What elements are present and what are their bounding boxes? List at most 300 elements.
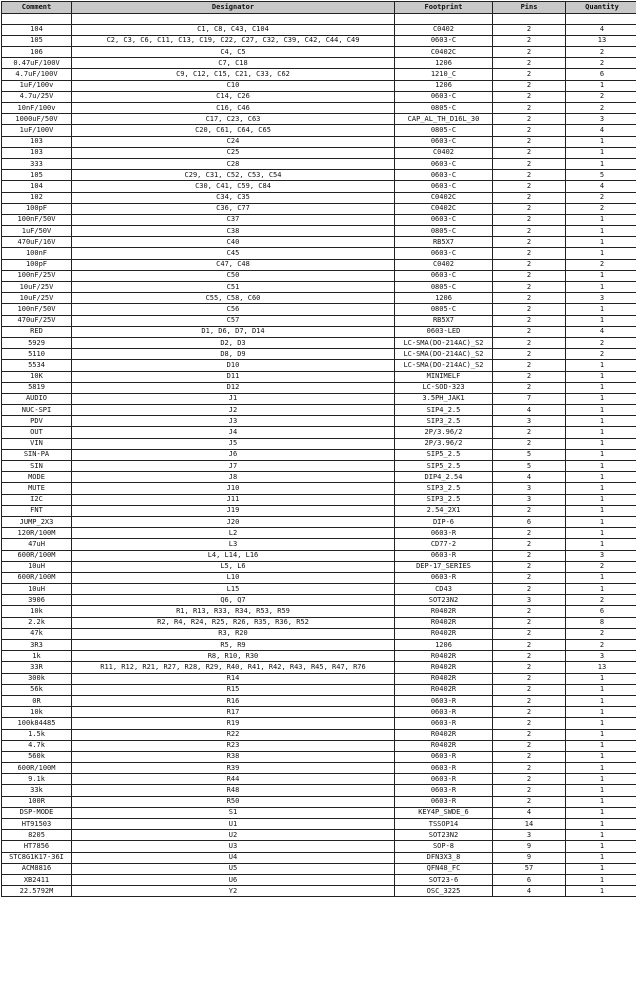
- cell-pins: 6: [493, 874, 566, 885]
- cell-footprint: 0603-C: [395, 214, 493, 225]
- cell-pins: 6: [493, 516, 566, 527]
- cell-pins: 2: [493, 729, 566, 740]
- cell-quantity: 1: [566, 483, 636, 494]
- table-row: [2, 606, 636, 617]
- col-header-comment: Comment: [2, 2, 72, 14]
- cell-designator: C7, C18: [72, 58, 395, 69]
- cell-footprint: C0402C: [395, 192, 493, 203]
- table-row: [2, 461, 636, 472]
- cell-designator: D12: [72, 382, 395, 393]
- cell-quantity: 1: [566, 237, 636, 248]
- cell-quantity: 1: [566, 528, 636, 539]
- cell-quantity: 1: [566, 472, 636, 483]
- cell-footprint: DEP-17_SERIES: [395, 561, 493, 572]
- cell-designator: R3, R20: [72, 628, 395, 639]
- cell-quantity: 4: [566, 125, 636, 136]
- cell-designator: R11, R12, R21, R27, R28, R29, R40, R41, R42, R43, R45, R47, R76: [72, 662, 395, 673]
- cell-quantity: 1: [566, 841, 636, 852]
- table-row: [2, 572, 636, 583]
- table-row: [2, 438, 636, 449]
- cell-designator: J6: [72, 449, 395, 460]
- cell-footprint: SIP5_2.5: [395, 461, 493, 472]
- cell-quantity: 1: [566, 673, 636, 684]
- cell-designator: R44: [72, 774, 395, 785]
- cell-designator: C30, C41, C59, C84: [72, 181, 395, 192]
- cell-pins: 4: [493, 472, 566, 483]
- cell-footprint: 0805-C: [395, 226, 493, 237]
- cell-designator: J19: [72, 505, 395, 516]
- table-row: [2, 192, 636, 203]
- cell-pins: 2: [493, 584, 566, 595]
- cell-pins: 2: [493, 326, 566, 337]
- cell-comment: SIN-PA: [2, 449, 72, 460]
- cell-footprint: SIP3_2.5: [395, 416, 493, 427]
- cell-footprint: 0603-R: [395, 572, 493, 583]
- cell-pins: 2: [493, 628, 566, 639]
- cell-designator: R48: [72, 785, 395, 796]
- cell-designator: C29, C31, C52, C53, C54: [72, 170, 395, 181]
- cell-designator: C47, C48: [72, 259, 395, 270]
- cell-comment: 3R3: [2, 640, 72, 651]
- cell-quantity: 2: [566, 259, 636, 270]
- cell-footprint: 0603-R: [395, 763, 493, 774]
- cell-comment: 100nF/50V: [2, 304, 72, 315]
- cell-quantity: 1: [566, 539, 636, 550]
- cell-comment: 9.1k: [2, 774, 72, 785]
- cell-footprint: 0805-C: [395, 304, 493, 315]
- cell-designator: C37: [72, 214, 395, 225]
- table-row: [2, 13, 636, 24]
- cell-footprint: C0402C: [395, 203, 493, 214]
- cell-comment: 100nF/50V: [2, 214, 72, 225]
- cell-quantity: 1: [566, 393, 636, 404]
- cell-quantity: 1: [566, 315, 636, 326]
- table-row: [2, 237, 636, 248]
- cell-footprint: R0402R: [395, 606, 493, 617]
- cell-pins: 2: [493, 684, 566, 695]
- cell-pins: 2: [493, 427, 566, 438]
- cell-pins: 2: [493, 505, 566, 516]
- table-row: [2, 214, 636, 225]
- cell-comment: DSP-MODE: [2, 807, 72, 818]
- cell-pins: 2: [493, 304, 566, 315]
- cell-comment: [2, 13, 72, 24]
- cell-comment: AUDIO: [2, 393, 72, 404]
- cell-footprint: R0402R: [395, 617, 493, 628]
- cell-pins: 3: [493, 494, 566, 505]
- cell-designator: C14, C26: [72, 91, 395, 102]
- cell-designator: U4: [72, 852, 395, 863]
- cell-footprint: DIP4_2.54: [395, 472, 493, 483]
- cell-footprint: 0603-C: [395, 170, 493, 181]
- table-row: [2, 628, 636, 639]
- table-row: [2, 774, 636, 785]
- cell-pins: 5: [493, 449, 566, 460]
- cell-quantity: 4: [566, 24, 636, 35]
- cell-footprint: DFN3X3_8: [395, 852, 493, 863]
- cell-pins: 2: [493, 282, 566, 293]
- cell-pins: 2: [493, 24, 566, 35]
- cell-comment: 4.7uF/100V: [2, 69, 72, 80]
- cell-designator: J10: [72, 483, 395, 494]
- cell-designator: J8: [72, 472, 395, 483]
- cell-footprint: RB5X7: [395, 237, 493, 248]
- cell-quantity: 2: [566, 192, 636, 203]
- cell-pins: 4: [493, 405, 566, 416]
- cell-comment: 5819: [2, 382, 72, 393]
- cell-pins: 2: [493, 539, 566, 550]
- cell-quantity: 1: [566, 405, 636, 416]
- cell-comment: JUMP_2X3: [2, 516, 72, 527]
- cell-footprint: 0603-R: [395, 785, 493, 796]
- cell-quantity: 1: [566, 505, 636, 516]
- cell-comment: 0R: [2, 695, 72, 706]
- table-row: [2, 830, 636, 841]
- cell-comment: STC8G1K17-36I: [2, 852, 72, 863]
- cell-quantity: 1: [566, 584, 636, 595]
- cell-comment: OUT: [2, 427, 72, 438]
- cell-comment: 56k: [2, 684, 72, 695]
- cell-footprint: R0402R: [395, 740, 493, 751]
- cell-pins: 2: [493, 248, 566, 259]
- table-row: [2, 427, 636, 438]
- cell-pins: 4: [493, 886, 566, 897]
- cell-designator: C40: [72, 237, 395, 248]
- cell-footprint: 2P/3.96/2: [395, 427, 493, 438]
- cell-designator: Q6, Q7: [72, 595, 395, 606]
- cell-comment: I2C: [2, 494, 72, 505]
- table-row: [2, 315, 636, 326]
- table-row: [2, 673, 636, 684]
- cell-footprint: 0603-C: [395, 270, 493, 281]
- cell-footprint: 1206: [395, 293, 493, 304]
- cell-designator: R8, R10, R30: [72, 651, 395, 662]
- table-row: [2, 326, 636, 337]
- cell-designator: C55, C58, C60: [72, 293, 395, 304]
- cell-pins: 57: [493, 863, 566, 874]
- cell-footprint: R0402R: [395, 673, 493, 684]
- cell-designator: J3: [72, 416, 395, 427]
- cell-comment: 470uF/25V: [2, 315, 72, 326]
- cell-quantity: 1: [566, 449, 636, 460]
- cell-pins: 14: [493, 819, 566, 830]
- cell-pins: 9: [493, 841, 566, 852]
- cell-quantity: 2: [566, 58, 636, 69]
- cell-quantity: 1: [566, 740, 636, 751]
- table-row: [2, 584, 636, 595]
- cell-quantity: 1: [566, 147, 636, 158]
- cell-pins: 2: [493, 774, 566, 785]
- cell-designator: U1: [72, 819, 395, 830]
- cell-comment: ACM8816: [2, 863, 72, 874]
- table-row: [2, 617, 636, 628]
- cell-comment: FNT: [2, 505, 72, 516]
- cell-quantity: 6: [566, 606, 636, 617]
- cell-footprint: SOT23N2: [395, 595, 493, 606]
- cell-pins: 2: [493, 528, 566, 539]
- cell-pins: 2: [493, 91, 566, 102]
- table-row: [2, 528, 636, 539]
- cell-footprint: RB5X7: [395, 315, 493, 326]
- cell-pins: 3: [493, 416, 566, 427]
- table-row: [2, 651, 636, 662]
- table-row: [2, 114, 636, 125]
- cell-pins: 2: [493, 617, 566, 628]
- table-row: [2, 349, 636, 360]
- cell-comment: 10uF/25V: [2, 293, 72, 304]
- cell-comment: 102: [2, 192, 72, 203]
- cell-pins: 2: [493, 382, 566, 393]
- cell-designator: R1, R13, R33, R34, R53, R59: [72, 606, 395, 617]
- cell-comment: 2.2k: [2, 617, 72, 628]
- cell-pins: 2: [493, 337, 566, 348]
- cell-quantity: 1: [566, 729, 636, 740]
- cell-quantity: 3: [566, 550, 636, 561]
- cell-pins: 2: [493, 651, 566, 662]
- table-row: [2, 874, 636, 885]
- cell-footprint: 1206: [395, 58, 493, 69]
- table-row: [2, 170, 636, 181]
- table-row: [2, 136, 636, 147]
- cell-quantity: 1: [566, 416, 636, 427]
- cell-designator: L15: [72, 584, 395, 595]
- table-row: [2, 382, 636, 393]
- cell-comment: 560k: [2, 751, 72, 762]
- cell-pins: 2: [493, 785, 566, 796]
- cell-footprint: SIP4_2.5: [395, 405, 493, 416]
- cell-quantity: 1: [566, 807, 636, 818]
- cell-quantity: 1: [566, 270, 636, 281]
- cell-pins: 2: [493, 47, 566, 58]
- cell-comment: 1uF/100V: [2, 125, 72, 136]
- table-row: [2, 550, 636, 561]
- cell-footprint: 2.54_2X1: [395, 505, 493, 516]
- cell-quantity: 13: [566, 662, 636, 673]
- cell-designator: L4, L14, L16: [72, 550, 395, 561]
- cell-designator: R22: [72, 729, 395, 740]
- table-row: [2, 561, 636, 572]
- cell-pins: 2: [493, 606, 566, 617]
- table-row: [2, 282, 636, 293]
- cell-footprint: 0603-C: [395, 181, 493, 192]
- cell-designator: C24: [72, 136, 395, 147]
- cell-quantity: 13: [566, 35, 636, 46]
- cell-comment: 5929: [2, 337, 72, 348]
- cell-footprint: 0603-LED: [395, 326, 493, 337]
- cell-footprint: LC-SMA(DO-214AC)_S2: [395, 337, 493, 348]
- cell-designator: L2: [72, 528, 395, 539]
- cell-quantity: 1: [566, 214, 636, 225]
- cell-footprint: 0805-C: [395, 103, 493, 114]
- cell-comment: 600R/100M: [2, 550, 72, 561]
- table-row: [2, 393, 636, 404]
- table-row: [2, 505, 636, 516]
- cell-footprint: TSSOP14: [395, 819, 493, 830]
- table-row: [2, 293, 636, 304]
- cell-comment: 120R/100M: [2, 528, 72, 539]
- cell-quantity: 1: [566, 774, 636, 785]
- cell-footprint: SIP3_2.5: [395, 483, 493, 494]
- bom-table: [1, 1, 636, 897]
- col-header-quantity: Quantity: [566, 2, 636, 14]
- cell-designator: C1, C8, C43, C104: [72, 24, 395, 35]
- cell-footprint: 0603-C: [395, 248, 493, 259]
- cell-pins: 2: [493, 214, 566, 225]
- cell-pins: 2: [493, 293, 566, 304]
- cell-footprint: 0603-R: [395, 695, 493, 706]
- cell-designator: R38: [72, 751, 395, 762]
- cell-comment: 1k: [2, 651, 72, 662]
- cell-footprint: SOP-8: [395, 841, 493, 852]
- table-row: [2, 539, 636, 550]
- cell-designator: R50: [72, 796, 395, 807]
- cell-quantity: 1: [566, 360, 636, 371]
- cell-comment: 5534: [2, 360, 72, 371]
- cell-pins: 5: [493, 461, 566, 472]
- cell-quantity: 3: [566, 651, 636, 662]
- cell-comment: 300k: [2, 673, 72, 684]
- cell-pins: 2: [493, 158, 566, 169]
- cell-designator: R17: [72, 707, 395, 718]
- cell-designator: D11: [72, 371, 395, 382]
- cell-pins: [493, 13, 566, 24]
- cell-pins: 2: [493, 673, 566, 684]
- cell-quantity: 1: [566, 516, 636, 527]
- cell-pins: 2: [493, 707, 566, 718]
- cell-quantity: 1: [566, 819, 636, 830]
- cell-footprint: SIP3_2.5: [395, 494, 493, 505]
- cell-designator: C25: [72, 147, 395, 158]
- cell-footprint: 0603-C: [395, 91, 493, 102]
- cell-comment: 4.7u/25V: [2, 91, 72, 102]
- table-row: [2, 684, 636, 695]
- cell-designator: C50: [72, 270, 395, 281]
- cell-quantity: 6: [566, 69, 636, 80]
- cell-footprint: C0402: [395, 24, 493, 35]
- cell-quantity: 1: [566, 80, 636, 91]
- cell-comment: NUC-SPI: [2, 405, 72, 416]
- table-row: [2, 35, 636, 46]
- table-row: [2, 796, 636, 807]
- cell-quantity: [566, 13, 636, 24]
- cell-footprint: 0603-C: [395, 136, 493, 147]
- cell-pins: 2: [493, 662, 566, 673]
- bom-table-body: [2, 13, 636, 897]
- cell-footprint: 1206: [395, 80, 493, 91]
- cell-quantity: 1: [566, 751, 636, 762]
- cell-comment: SIN: [2, 461, 72, 472]
- cell-pins: 2: [493, 561, 566, 572]
- cell-pins: 2: [493, 103, 566, 114]
- cell-pins: 2: [493, 718, 566, 729]
- table-row: [2, 58, 636, 69]
- cell-footprint: 0603-R: [395, 718, 493, 729]
- cell-designator: D2, D3: [72, 337, 395, 348]
- cell-footprint: SOT23-6: [395, 874, 493, 885]
- cell-pins: 2: [493, 360, 566, 371]
- cell-designator: D10: [72, 360, 395, 371]
- cell-footprint: 0603-R: [395, 707, 493, 718]
- cell-pins: 2: [493, 640, 566, 651]
- cell-quantity: 2: [566, 47, 636, 58]
- table-row: [2, 763, 636, 774]
- cell-pins: 2: [493, 181, 566, 192]
- cell-pins: 2: [493, 125, 566, 136]
- cell-footprint: 3.5PH_JAK1: [395, 393, 493, 404]
- cell-designator: U3: [72, 841, 395, 852]
- cell-comment: 33R: [2, 662, 72, 673]
- table-row: [2, 449, 636, 460]
- table-row: [2, 270, 636, 281]
- table-row: [2, 483, 636, 494]
- table-row: [2, 360, 636, 371]
- cell-quantity: 2: [566, 349, 636, 360]
- cell-quantity: 1: [566, 830, 636, 841]
- cell-footprint: LC-SMA(DO-214AC)_S2: [395, 349, 493, 360]
- cell-comment: 104: [2, 181, 72, 192]
- cell-quantity: 1: [566, 382, 636, 393]
- cell-footprint: 0603-R: [395, 550, 493, 561]
- cell-quantity: 1: [566, 494, 636, 505]
- table-row: [2, 516, 636, 527]
- cell-pins: 2: [493, 192, 566, 203]
- cell-pins: 2: [493, 751, 566, 762]
- cell-quantity: 3: [566, 293, 636, 304]
- table-row: [2, 695, 636, 706]
- cell-footprint: 0603-C: [395, 158, 493, 169]
- col-header-footprint: Footprint: [395, 2, 493, 14]
- cell-designator: L3: [72, 539, 395, 550]
- cell-pins: 4: [493, 807, 566, 818]
- cell-quantity: 1: [566, 572, 636, 583]
- cell-designator: C34, C35: [72, 192, 395, 203]
- table-row: [2, 785, 636, 796]
- cell-footprint: R0402R: [395, 729, 493, 740]
- cell-designator: R5, R9: [72, 640, 395, 651]
- cell-designator: C28: [72, 158, 395, 169]
- header-row: [2, 2, 636, 14]
- cell-comment: 100R: [2, 796, 72, 807]
- cell-pins: 2: [493, 147, 566, 158]
- cell-footprint: 2P/3.96/2: [395, 438, 493, 449]
- cell-footprint: C0402C: [395, 47, 493, 58]
- cell-pins: 2: [493, 226, 566, 237]
- cell-footprint: 1206: [395, 640, 493, 651]
- cell-comment: 4.7k: [2, 740, 72, 751]
- table-row: [2, 181, 636, 192]
- cell-comment: 100pF: [2, 203, 72, 214]
- cell-footprint: 0603-R: [395, 796, 493, 807]
- cell-quantity: 1: [566, 371, 636, 382]
- cell-designator: C38: [72, 226, 395, 237]
- cell-comment: 1uF/50V: [2, 226, 72, 237]
- col-header-designator: Designator: [72, 2, 395, 14]
- cell-designator: U2: [72, 830, 395, 841]
- cell-pins: 2: [493, 740, 566, 751]
- cell-quantity: 5: [566, 170, 636, 181]
- table-row: [2, 69, 636, 80]
- cell-comment: 10K: [2, 371, 72, 382]
- cell-comment: 22.5792M: [2, 886, 72, 897]
- table-row: [2, 662, 636, 673]
- table-row: [2, 640, 636, 651]
- cell-pins: 2: [493, 58, 566, 69]
- cell-footprint: QFN48_FC: [395, 863, 493, 874]
- cell-designator: C10: [72, 80, 395, 91]
- cell-comment: 10uH: [2, 561, 72, 572]
- cell-comment: 10uF/25V: [2, 282, 72, 293]
- cell-pins: 2: [493, 69, 566, 80]
